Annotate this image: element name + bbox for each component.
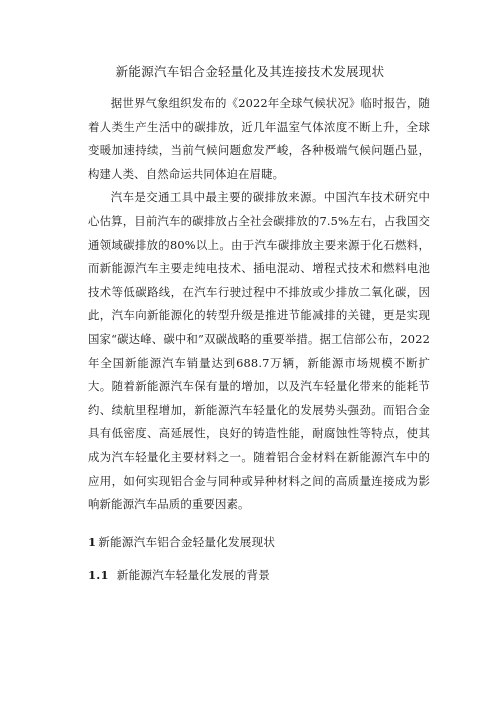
subsection-title: 新能源汽车轻量化发展的背景 bbox=[116, 568, 271, 583]
document-body bbox=[88, 92, 430, 588]
paragraph-climate: 据世界气象组织发布的《2022年全球气候状况》临时报告，随着人类生产生活中的碳排放，近几年温室气体浓度不断上升，全球变暖加速持续，当前气候问题愈发严峻，各种极端气候问题凸显，构建人类、自然命运共同体迫在眉睫。 bbox=[88, 96, 430, 181]
document-title: 新能源汽车铝合金轻量化及其连接技术发展现状 bbox=[115, 64, 385, 79]
section-title: 新能源汽车铝合金轻量化发展现状 bbox=[98, 534, 276, 549]
section-heading-1 bbox=[88, 531, 430, 555]
paragraph-emissions: 汽车是交通工具中最主要的碳排放来源。中国汽车技术研究中心估算，目前汽车的碳排放占全社会碳排放的7.5%左右，占我国交通领域碳排放的80%以上。由于汽车碳排放主要来源于化石燃料，而新能源汽车主要走纯电技术、插电混动、增程式技术和燃料电池技术等低碳路线，在汽车行驶过程中不排放或少排放二氧化碳，因此，汽车向新能源化的转型升级是推进节能减排的关键，更是实现国家“碳达峰、碳中和”双碳战略的重要举措。据工信部公布，2022年全国新能源汽车销量达到688.7万辆，新能源市场规模不断扩大。随着新能源汽车保有量的增加，以及汽车轻量化带来的能耗节约、续航里程增加，新能源汽车轻量化的发展势头强劲。而铝合金具有低密度、高延展性，良好的铸造性能，耐腐蚀性等特点，使其成为汽车轻量化主要材料之一。随着铝合金材料在新能源汽车中的应用，如何实现铝合金与同种或异种材料之间的高质量连接成为影响新能源汽车品质的重要因素。 bbox=[88, 190, 430, 512]
subsection-number: 1.1 bbox=[88, 568, 109, 583]
section-number: 1 bbox=[88, 534, 97, 549]
section-heading-1-1 bbox=[88, 564, 430, 588]
